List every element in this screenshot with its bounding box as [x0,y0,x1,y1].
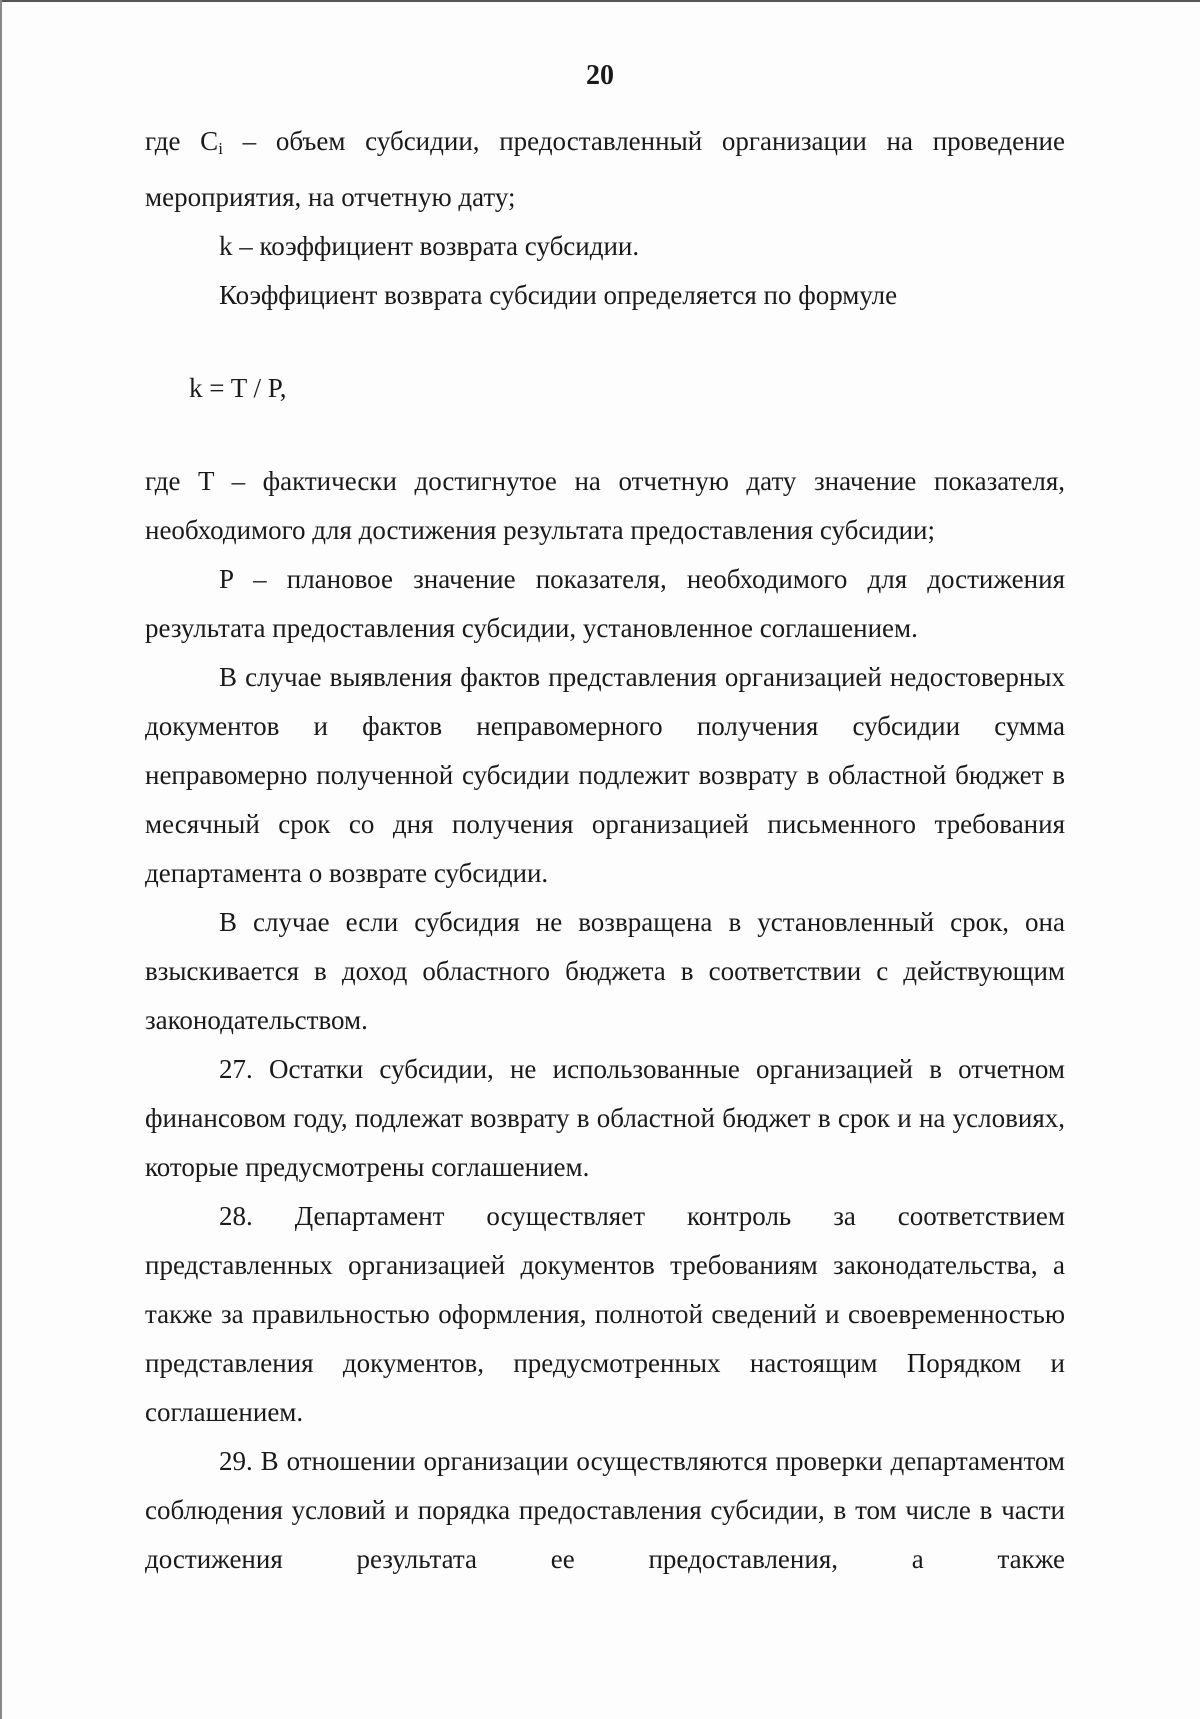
paragraph-formula-intro: Коэффициент возврата субсидии определяется по формуле [219,280,898,310]
paragraph-item-27: 27. Остатки субсидии, не использованные организацией в отчетном финансовом году, подлежат возврату в областной бюджет в срок и на условиях, которые предусмотрены соглашением. [145,1054,1065,1182]
paragraph-ci-definition [145,117,1065,222]
paragraph-ci-subscript: i [218,139,223,158]
paragraph-recovery: В случае если субсидия не возвращена в установленный срок, она взыскивается в доход областного бюджета в соответствии с действующим законодательством. [145,907,1065,1035]
paragraph-improper-receipt: В случае выявления фактов представления организацией недостоверных документов и фактов неправомерного получения субсидии сумма неправомерно полученной субсидии подлежит возврату в областной бюджет в месячный срок со дня получения организацией письменного требования департамента о возврате субсидии. [145,662,1065,888]
paragraph-ci-prefix: где C [145,126,219,156]
page-number: 20 [586,60,614,91]
paragraph-k-definition: k – коэффициент возврата субсидии. [219,231,640,261]
document-body [145,117,1065,1584]
paragraph-t-definition: где T – фактически достигнутое на отчетную дату значение показателя, необходимого для достижения результата предоставления субсидии; [145,466,1065,545]
paragraph-item-28: 28. Департамент осуществляет контроль за соответствием представленных организацией документов требованиям законодательства, а также за правильностью оформления, полнотой сведений и своевременностью представления документов, предусмотренных настоящим Порядком и соглашением. [145,1201,1065,1427]
paragraph-item-29: 29. В отношении организации осуществляются проверки департаментом соблюдения условий и порядка предоставления субсидии, в том числе в части достижения результата ее предоставления, а также [145,1446,1065,1574]
scan-top-edge [0,0,1200,2]
paragraph-ci-suffix: – объем субсидии, предоставленный организации на проведение мероприятия, на отчетную дату; [145,126,1065,212]
scan-left-edge [0,0,2,1719]
formula: k = T / P, [189,373,287,403]
paragraph-p-definition: P – плановое значение показателя, необходимого для достижения результата предоставления субсидии, установленное соглашением. [145,564,1065,643]
